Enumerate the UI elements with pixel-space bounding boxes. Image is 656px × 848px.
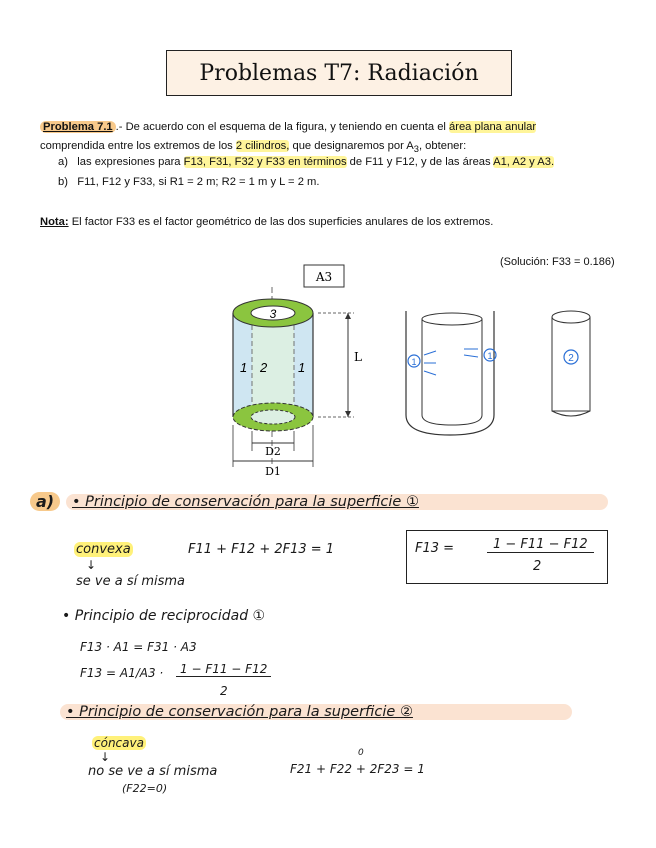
boxed-denominator: 2 [533, 559, 542, 574]
item-a [58, 156, 554, 168]
cup-outer [406, 311, 494, 435]
no-se-ve-text: no se ve a sí misma [88, 764, 218, 779]
item-a-text-1: las expresiones para [77, 156, 184, 168]
boxed-numerator: 1 − F11 − F12 [487, 537, 594, 553]
se-ve-text: se ve a sí misma [76, 574, 186, 589]
label-1-left: 1 [240, 360, 248, 375]
arrow-down-icon: ↓ [86, 558, 97, 572]
cup-inner-top [422, 313, 482, 325]
cyl-2-label: 2 [568, 353, 574, 364]
arrow-down-icon-2: ↓ [100, 750, 111, 764]
concava-label: cóncava [94, 736, 144, 750]
cylinder-figure [0, 255, 656, 485]
label-d2: D2 [265, 445, 281, 458]
problem-intro-4: , obtener: [418, 140, 467, 152]
boxed-lhs: F13 = [415, 541, 455, 556]
title-box [166, 50, 512, 96]
label-1-right: 1 [298, 360, 306, 375]
equation-3-denominator: 2 [220, 684, 228, 698]
note-text: El factor F33 es el factor geométrico de las dos superficies anulares de los extremos. [68, 216, 494, 228]
label-l: L [354, 350, 362, 364]
label-d1: D1 [265, 465, 281, 478]
label-3: 3 [269, 307, 277, 321]
dim-l-arrow-top [345, 313, 351, 319]
note [40, 216, 493, 228]
solution-text: (Solución: F33 = 0.186) [500, 256, 615, 268]
part-a-label: a) [30, 492, 60, 511]
zero-superscript: 0 [358, 748, 364, 758]
problem-intro-3-sub: 3 [413, 144, 419, 155]
page-title: Problemas T7: Radiación [199, 60, 479, 86]
cyl-2-bottom [552, 411, 590, 416]
item-a-text-2: de F11 y F12, y de las áreas [346, 156, 494, 168]
problem-intro-3: que designaremos por A [289, 140, 414, 152]
highlight-area: área plana anular [449, 121, 537, 133]
highlight-cylinders: 2 cilindros, [235, 140, 290, 152]
f22-zero: (F22=0) [122, 782, 168, 795]
conservation-line-1: • Principio de conservación para la superficie ① [66, 494, 608, 510]
item-a-highlight: F13, F31, F32 y F33 en términos [183, 156, 347, 168]
note-label: Nota: [40, 216, 69, 228]
problem-intro-1: .- De acuerdo con el esquema de la figura, y teniendo en cuenta el [115, 121, 450, 133]
equation-3-lhs: F13 = A1/A3 · [80, 666, 164, 680]
bottom-inner-hole [251, 410, 295, 424]
item-b-text: F11, F12 y F33, si R1 = 2 m; R2 = 1 m y L = 2 m. [77, 176, 320, 188]
cup-arrows-left [424, 351, 436, 375]
cup-label-1-right: 1 [487, 351, 493, 361]
item-a-letter: a) [58, 156, 68, 168]
boxed-result [406, 530, 608, 584]
label-a3: A3 [315, 270, 333, 284]
equation-3-numerator: 1 − F11 − F12 [176, 662, 271, 677]
problem-statement [40, 118, 630, 159]
equation-4: F21 + F22 + 2F23 = 1 [290, 762, 425, 776]
convexa-label: convexa [76, 542, 131, 557]
cup-inner [422, 319, 482, 425]
cup-label-1-left: 1 [411, 357, 417, 367]
inner-cylinder-body [252, 313, 294, 417]
problem-label: Problema 7.1 [40, 121, 116, 133]
problem-intro-2: comprendida entre los extremos de los [40, 140, 236, 152]
cyl-2-top [552, 311, 590, 323]
equation-2: F13 · A1 = F31 · A3 [80, 640, 197, 654]
reciprocity-line: • Principio de reciprocidad ① [62, 608, 266, 624]
item-b-letter: b) [58, 176, 68, 188]
item-a-highlight-2: A1, A2 y A3. [493, 156, 555, 168]
equation-1: F11 + F12 + 2F13 = 1 [188, 542, 335, 557]
dim-l-arrow-bottom [345, 411, 351, 417]
item-b [58, 176, 319, 188]
label-2: 2 [260, 360, 268, 375]
cup-arrows-right [464, 349, 478, 357]
conservation-line-2: • Principio de conservación para la superficie ② [60, 704, 572, 720]
